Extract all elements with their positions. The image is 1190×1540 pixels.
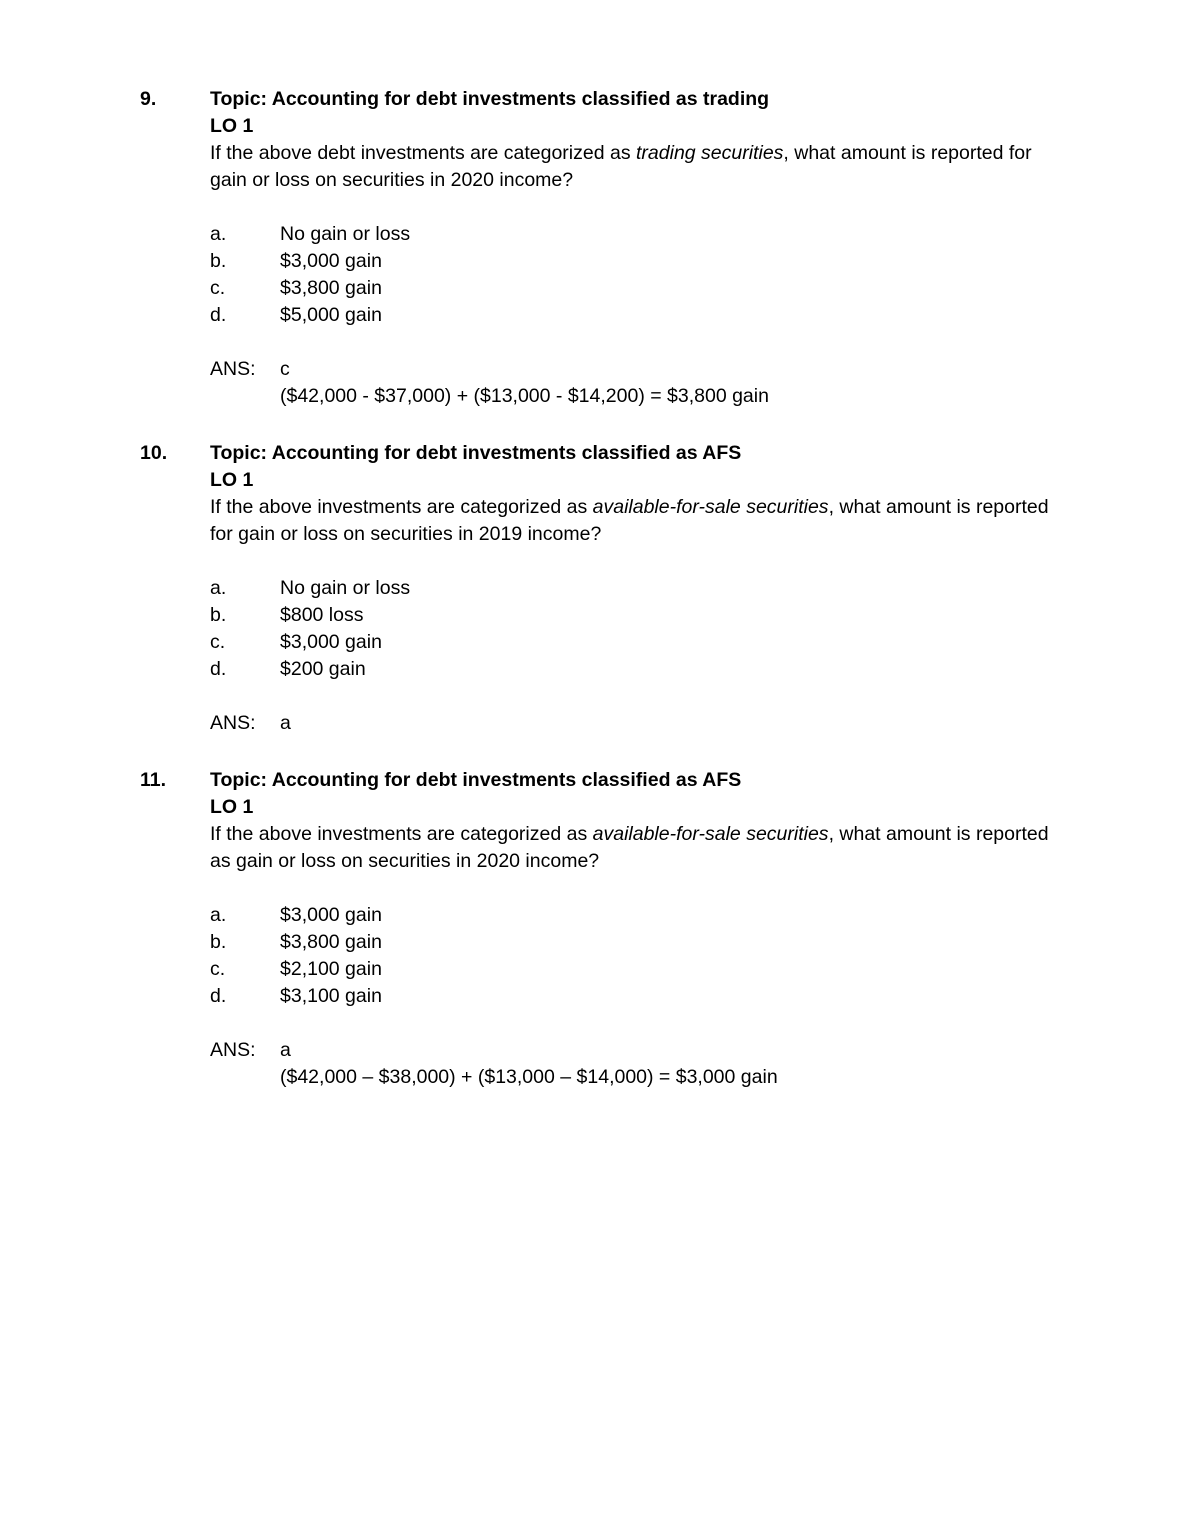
question-body xyxy=(210,86,1050,410)
option-text: No gain or loss xyxy=(280,223,411,245)
question-lo: LO 1 xyxy=(210,796,254,818)
option-text: $5,000 gain xyxy=(280,304,382,326)
question-number: 9. xyxy=(140,88,157,110)
option-row xyxy=(210,221,1050,248)
option-row xyxy=(210,902,1050,929)
question-block xyxy=(140,767,1050,1091)
answer-solution: ($42,000 - $37,000) + ($13,000 - $14,200) = $3,800 gain xyxy=(280,385,769,407)
answer-row xyxy=(210,710,1050,737)
question-prompt xyxy=(210,140,1050,194)
question-prompt xyxy=(210,821,1050,875)
answer-letter: a xyxy=(280,1039,291,1061)
option-text: $3,100 gain xyxy=(280,985,382,1007)
question-number: 11. xyxy=(140,769,167,791)
option-text: $200 gain xyxy=(280,658,366,680)
option-letter: c. xyxy=(210,277,226,299)
option-letter: c. xyxy=(210,958,226,980)
question-number: 10. xyxy=(140,442,168,464)
option-row xyxy=(210,929,1050,956)
option-text: $3,000 gain xyxy=(280,250,382,272)
answer-letter: a xyxy=(280,712,291,734)
option-letter: a. xyxy=(210,223,227,245)
option-row xyxy=(210,602,1050,629)
option-text: $3,800 gain xyxy=(280,931,382,953)
answer-block xyxy=(210,710,1050,737)
prompt-segment: If the above investments are categorized as xyxy=(210,823,593,845)
question-block xyxy=(140,440,1050,737)
answer-label: ANS: xyxy=(210,712,256,734)
question-block xyxy=(140,86,1050,410)
answer-label: ANS: xyxy=(210,1039,256,1061)
prompt-segment: If the above debt investments are categorized as xyxy=(210,142,637,164)
question-lo: LO 1 xyxy=(210,469,254,491)
option-letter: c. xyxy=(210,631,226,653)
option-text: $3,000 gain xyxy=(280,904,382,926)
options-list xyxy=(210,221,1050,329)
options-list xyxy=(210,575,1050,683)
option-text: $3,800 gain xyxy=(280,277,382,299)
option-row xyxy=(210,656,1050,683)
option-row xyxy=(210,629,1050,656)
option-letter: d. xyxy=(210,985,227,1007)
question-body xyxy=(210,440,1050,737)
options-list xyxy=(210,902,1050,1010)
prompt-segment: , what amount is reported as gain or loss on securities in 2020 income? xyxy=(210,823,1049,872)
prompt-italic-segment: trading securities xyxy=(636,142,784,164)
option-text: No gain or loss xyxy=(280,577,411,599)
answer-block xyxy=(210,1037,1050,1091)
questions-container xyxy=(140,86,1050,1091)
question-topic: Topic: Accounting for debt investments classified as trading xyxy=(210,88,770,110)
question-topic: Topic: Accounting for debt investments classified as AFS xyxy=(210,769,742,791)
answer-label: ANS: xyxy=(210,358,256,380)
option-letter: d. xyxy=(210,304,227,326)
prompt-segment: , what amount is reported for gain or loss on securities in 2019 income? xyxy=(210,496,1049,545)
prompt-italic-segment: available-for-sale securities xyxy=(592,496,829,518)
prompt-italic-segment: available-for-sale securities xyxy=(592,823,829,845)
question-topic: Topic: Accounting for debt investments classified as AFS xyxy=(210,442,742,464)
answer-block xyxy=(210,356,1050,410)
option-letter: a. xyxy=(210,904,227,926)
question-lo: LO 1 xyxy=(210,115,254,137)
question-prompt xyxy=(210,494,1050,548)
option-letter: b. xyxy=(210,250,227,272)
option-letter: d. xyxy=(210,658,227,680)
prompt-segment: , what amount is reported for gain or loss on securities in 2020 income? xyxy=(210,142,1032,191)
prompt-segment: If the above investments are categorized as xyxy=(210,496,593,518)
option-letter: a. xyxy=(210,577,227,599)
option-row xyxy=(210,302,1050,329)
option-text: $3,000 gain xyxy=(280,631,382,653)
option-text: $800 loss xyxy=(280,604,364,626)
option-letter: b. xyxy=(210,931,227,953)
option-text: $2,100 gain xyxy=(280,958,382,980)
question-body xyxy=(210,767,1050,1091)
answer-row xyxy=(210,1037,1050,1064)
option-letter: b. xyxy=(210,604,227,626)
answer-row xyxy=(210,356,1050,383)
option-row xyxy=(210,956,1050,983)
option-row xyxy=(210,275,1050,302)
option-row xyxy=(210,983,1050,1010)
option-row xyxy=(210,575,1050,602)
answer-solution: ($42,000 – $38,000) + ($13,000 – $14,000) = $3,000 gain xyxy=(280,1066,778,1088)
answer-letter: c xyxy=(280,358,290,380)
option-row xyxy=(210,248,1050,275)
